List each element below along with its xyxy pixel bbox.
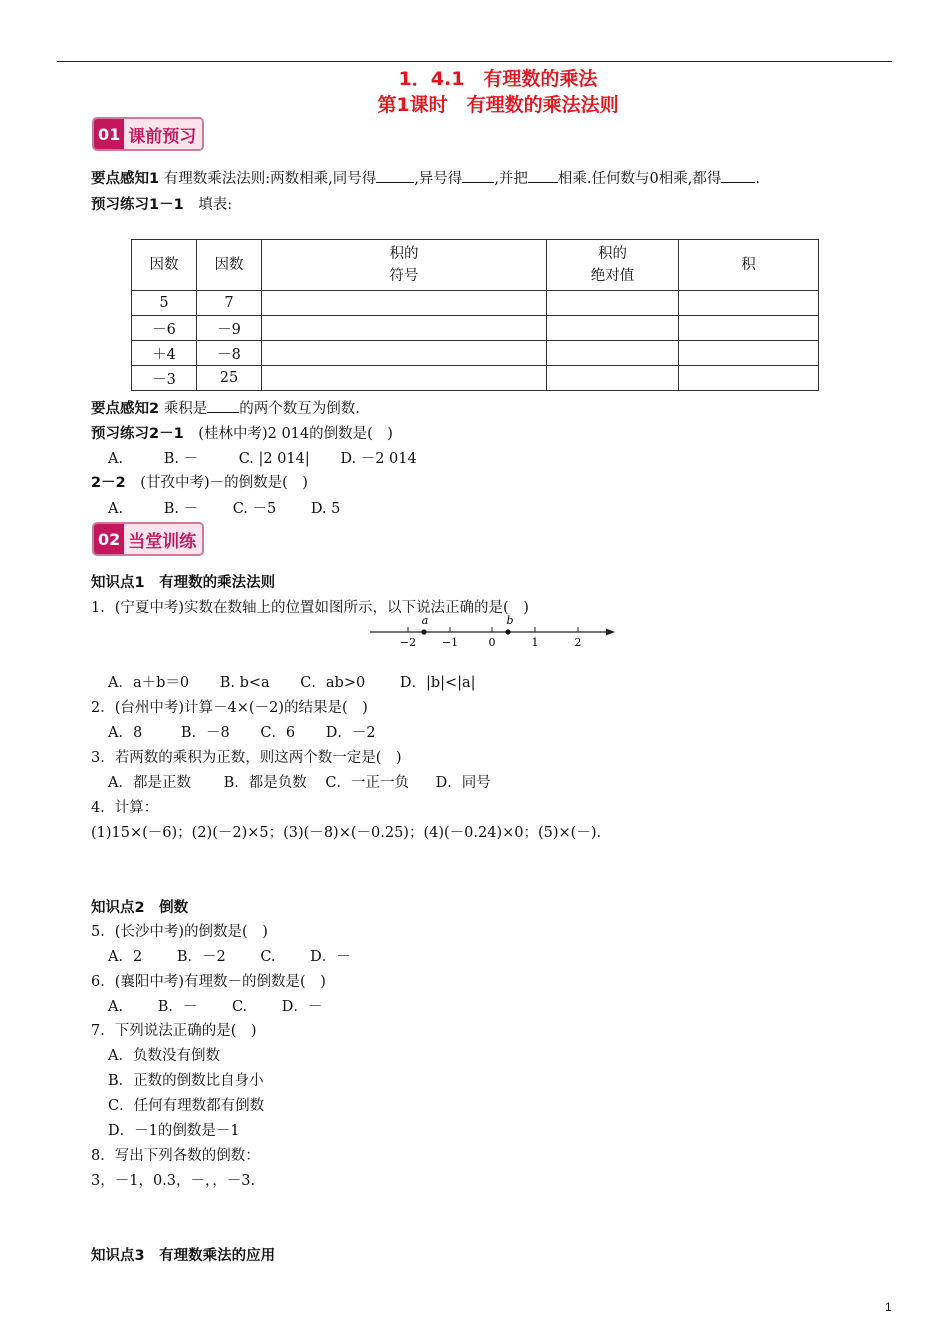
section-label: 当堂训练 — [124, 524, 202, 554]
knowledge-point-1: 知识点1 有理数的乘法法则 — [91, 575, 276, 591]
answer-cell[interactable] — [547, 366, 679, 391]
answer-blank[interactable] — [376, 170, 414, 183]
tick-label: 2 — [574, 636, 582, 649]
option-a[interactable]: A．a＋b＝0 — [108, 675, 190, 691]
option-c[interactable]: C. |2 014| — [238, 451, 310, 467]
options-2-1 — [108, 447, 417, 468]
header-factor-1: 因数 — [132, 240, 197, 291]
header-sign-line1: 积的 — [389, 246, 419, 262]
question-6: 6．(襄阳中考)有理数－的倒数是( ) — [91, 974, 326, 990]
point2-text-2: 的两个数互为倒数. — [239, 401, 360, 417]
option-d[interactable]: D. 5 — [310, 501, 341, 517]
option-c[interactable]: C. — [260, 949, 276, 965]
fill-in-table — [131, 239, 819, 391]
answer-cell[interactable] — [679, 316, 819, 341]
exercise-heading: 预习练习1－1 — [91, 197, 184, 213]
header-factor-2: 因数 — [197, 240, 262, 291]
option-a[interactable]: A．负数没有倒数 — [108, 1048, 220, 1064]
option-d[interactable]: D．－ — [310, 949, 351, 965]
point1-text-1: 有理数乘法法则:两数相乘,同号得 — [163, 171, 377, 187]
knowledge-point-2: 知识点2 倒数 — [91, 900, 189, 916]
question-8-values: 3，－1，0.3，－，，－3. — [91, 1173, 256, 1189]
option-b[interactable]: B．正数的倒数比自身小 — [108, 1073, 264, 1089]
answer-cell[interactable] — [679, 341, 819, 366]
header-sign-line2: 符号 — [389, 268, 419, 284]
option-c[interactable]: C．任何有理数都有倒数 — [108, 1098, 265, 1114]
exercise-2-2 — [91, 471, 308, 492]
answer-cell[interactable] — [262, 291, 547, 316]
knowledge-point-3: 知识点3 有理数乘法的应用 — [91, 1248, 276, 1264]
point-a-label: a — [421, 614, 429, 627]
question-2: 2．(台州中考)计算－4×(－2)的结果是( ) — [91, 700, 368, 716]
table-cell: 25 — [197, 366, 262, 391]
option-c[interactable]: C．ab>0 — [300, 675, 366, 691]
option-a[interactable]: A. — [108, 451, 124, 467]
option-d[interactable]: D．－ — [281, 999, 323, 1015]
answer-cell[interactable] — [547, 316, 679, 341]
point1-text-3: ,并把 — [494, 171, 528, 187]
answer-cell[interactable] — [262, 366, 547, 391]
answer-cell[interactable] — [547, 291, 679, 316]
question-4-expressions: (1)15×(－6)；(2)(－2)×5；(3)(－8)×(－0.25)；(4)(－0.24)×0；(5)×(－). — [91, 825, 602, 841]
question-5: 5．(长沙中考)的倒数是( ) — [91, 924, 268, 940]
option-a[interactable]: A．8 — [108, 725, 143, 741]
table-cell: ＋4 — [132, 341, 197, 366]
options-q3 — [108, 771, 491, 792]
exercise-text: (甘孜中考)－的倒数是( ) — [140, 475, 308, 491]
option-a[interactable]: A．2 — [108, 949, 143, 965]
option-c[interactable]: C．6 — [260, 725, 296, 741]
question-1: 1．(宁夏中考)实数在数轴上的位置如图所示，以下说法正确的是( ) — [91, 600, 529, 616]
question-3: 3．若两数的乘积为正数，则这两个数一定是( ) — [91, 750, 402, 766]
options-2-2 — [108, 497, 340, 518]
option-a[interactable]: A．都是正数 — [108, 775, 191, 791]
option-b[interactable]: B．－ — [157, 999, 198, 1015]
option-d[interactable]: D．－1的倒数是－1 — [108, 1123, 240, 1139]
table-cell: 7 — [197, 291, 262, 316]
exercise-text: (桂林中考)2 014的倒数是( ) — [198, 426, 393, 442]
answer-blank[interactable] — [528, 170, 558, 183]
option-b[interactable]: B．－2 — [176, 949, 226, 965]
table-row — [132, 291, 819, 316]
section-number: 01 — [94, 119, 124, 149]
table-cell: －8 — [197, 341, 262, 366]
point1-text-4: 相乘.任何数与0相乘,都得 — [557, 171, 722, 187]
answer-cell[interactable] — [547, 341, 679, 366]
option-d[interactable]: D. －2 014 — [340, 451, 417, 467]
point1-text-5: . — [755, 171, 760, 187]
lesson-subtitle: 第1课时 有理数的乘法法则 — [377, 94, 619, 116]
option-d[interactable]: D．－2 — [325, 725, 376, 741]
table-cell: －6 — [132, 316, 197, 341]
header-abs-line2: 绝对值 — [590, 268, 635, 284]
point-b — [505, 629, 510, 634]
exercise-2-1 — [91, 422, 393, 443]
option-b[interactable]: B．－8 — [180, 725, 230, 741]
header-abs-line1: 积的 — [598, 246, 627, 262]
option-d[interactable]: D．同号 — [435, 775, 491, 791]
answer-blank[interactable] — [207, 400, 239, 413]
section-badge-preview — [92, 117, 204, 151]
point-a — [421, 629, 426, 634]
option-c[interactable]: C. — [231, 999, 248, 1015]
page-number: 1 — [885, 1300, 892, 1314]
answer-cell[interactable] — [679, 291, 819, 316]
answer-cell[interactable] — [262, 341, 547, 366]
section-badge-practice — [92, 522, 204, 556]
axis-arrow — [606, 629, 615, 636]
lesson-title: 1．4.1 有理数的乘法 — [398, 68, 598, 90]
section-number: 02 — [94, 524, 124, 554]
option-c[interactable]: C．一正一负 — [325, 775, 409, 791]
exercise-1-1 — [91, 193, 232, 214]
point1-line — [91, 167, 760, 188]
point2-line — [91, 397, 360, 418]
point-b-label: b — [506, 614, 514, 627]
answer-blank[interactable] — [721, 170, 755, 183]
table-cell: －3 — [132, 366, 197, 391]
tick-label: −2 — [399, 636, 417, 649]
answer-cell[interactable] — [679, 366, 819, 391]
option-a[interactable]: A. — [108, 999, 124, 1015]
option-a[interactable]: A. — [108, 501, 124, 517]
exercise-heading: 2－2 — [91, 475, 126, 491]
table-cell: 5 — [132, 291, 197, 316]
options-q2 — [108, 721, 376, 742]
table-cell: －9 — [197, 316, 262, 341]
exercise-heading: 预习练习2－1 — [91, 426, 184, 442]
tick-label: −1 — [441, 636, 459, 649]
options-q6 — [108, 995, 322, 1016]
point1-text-2: ,异号得 — [414, 171, 463, 187]
header-abs — [547, 240, 679, 291]
table-row — [132, 341, 819, 366]
question-4: 4．计算： — [91, 800, 159, 816]
section-label: 课前预习 — [124, 119, 202, 149]
option-b[interactable]: B. － — [163, 501, 199, 517]
options-q1 — [108, 671, 476, 692]
table-row — [132, 366, 819, 391]
point1-heading: 要点感知1 — [91, 171, 160, 187]
option-b[interactable]: B．都是负数 — [223, 775, 307, 791]
question-7: 7．下列说法正确的是( ) — [91, 1023, 257, 1039]
header-product: 积 — [679, 240, 819, 291]
option-b[interactable]: B. － — [163, 451, 199, 467]
tick-label: 1 — [531, 636, 539, 649]
option-d[interactable]: D．|b|<|a| — [399, 675, 476, 691]
tick-label: 0 — [488, 636, 496, 649]
number-line — [370, 612, 620, 652]
header-rule — [57, 61, 892, 62]
option-c[interactable]: C. －5 — [232, 501, 277, 517]
header-sign — [262, 240, 547, 291]
answer-blank[interactable] — [462, 170, 494, 183]
option-b[interactable]: B. b<a — [219, 675, 270, 691]
point2-text-1: 乘积是 — [163, 401, 208, 417]
exercise-text: 填表: — [198, 197, 233, 213]
question-8: 8．写出下列各数的倒数： — [91, 1148, 260, 1164]
options-q5 — [108, 945, 351, 966]
point2-heading: 要点感知2 — [91, 401, 160, 417]
answer-cell[interactable] — [262, 316, 547, 341]
table-row — [132, 316, 819, 341]
